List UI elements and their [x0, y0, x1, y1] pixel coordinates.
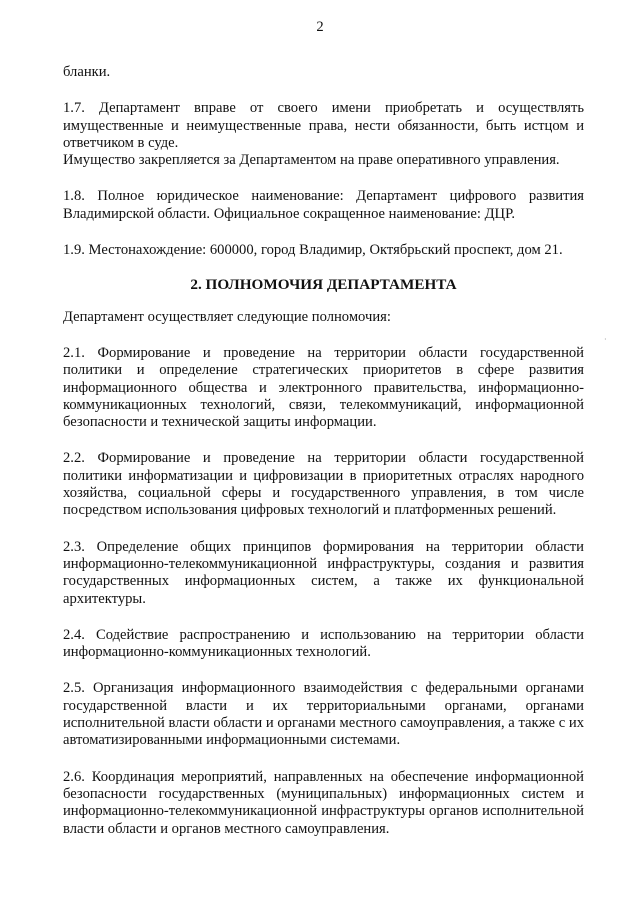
- scan-speck: ·: [604, 335, 607, 344]
- paragraph-1-9: 1.9. Местонахождение: 600000, город Владимир, Октябрьский проспект, дом 21.: [63, 242, 563, 259]
- section-heading: 2. ПОЛНОМОЧИЯ ДЕПАРТАМЕНТА: [190, 276, 457, 294]
- paragraph-1-7: 1.7. Департамент вправе от своего имени приобретать и осуществлять имущественные и неимущественные права, нести обязанности, быть истцом и ответчиком в суде.: [63, 100, 584, 151]
- paragraph-property: Имущество закрепляется за Департаментом на праве оперативного управления.: [63, 152, 560, 169]
- paragraph-2-2: 2.2. Формирование и проведение на территории области государственной политики информатизации и цифровизации в приоритетных отраслях народного хозяйства, социальной сферы и государственного управления, в том числе посредством использования цифровых технологий и платформенных решений.: [63, 450, 584, 519]
- page-number: 2: [316, 19, 324, 35]
- paragraph-continuation: бланки.: [63, 64, 111, 80]
- paragraph-2-5: 2.5. Организация информационного взаимодействия с федеральными органами государственной власти и их территориальными органами, органами исполнительной власти области и органами местного самоуправления, а также с их автоматизированными информационными системами.: [63, 680, 584, 749]
- paragraph-2-6: 2.6. Координация мероприятий, направленных на обеспечение информационной безопасности государственных (муниципальных) информационных систем и информационно-телекоммуникационной инфраструктуры органов исполнительной власти области и органов местного самоуправления.: [63, 768, 584, 837]
- document-body: [63, 64, 584, 838]
- paragraph-2-4: 2.4. Содействие распространению и использованию на территории области информационно-коммуникационных технологий.: [63, 626, 584, 661]
- paragraph-2-3: 2.3. Определение общих принципов формирования на территории области информационно-телекоммуникационной инфраструктуры, создания и развития государственных информационных систем, а также их функциональной архитектуры.: [63, 538, 584, 607]
- paragraph-2-1: 2.1. Формирование и проведение на территории области государственной политики и определение стратегических приоритетов в сфере развития информационного общества и электронного правительства, информационно-коммуникационных технологий, связи, телекоммуникаций, информационной безопасности и технической защиты информации.: [63, 344, 584, 431]
- paragraph-intro: Департамент осуществляет следующие полномочия:: [63, 308, 391, 325]
- paragraph-1-8: 1.8. Полное юридическое наименование: Департамент цифрового развития Владимирской области. Официальное сокращенное наименование: ДЦР.: [63, 188, 584, 222]
